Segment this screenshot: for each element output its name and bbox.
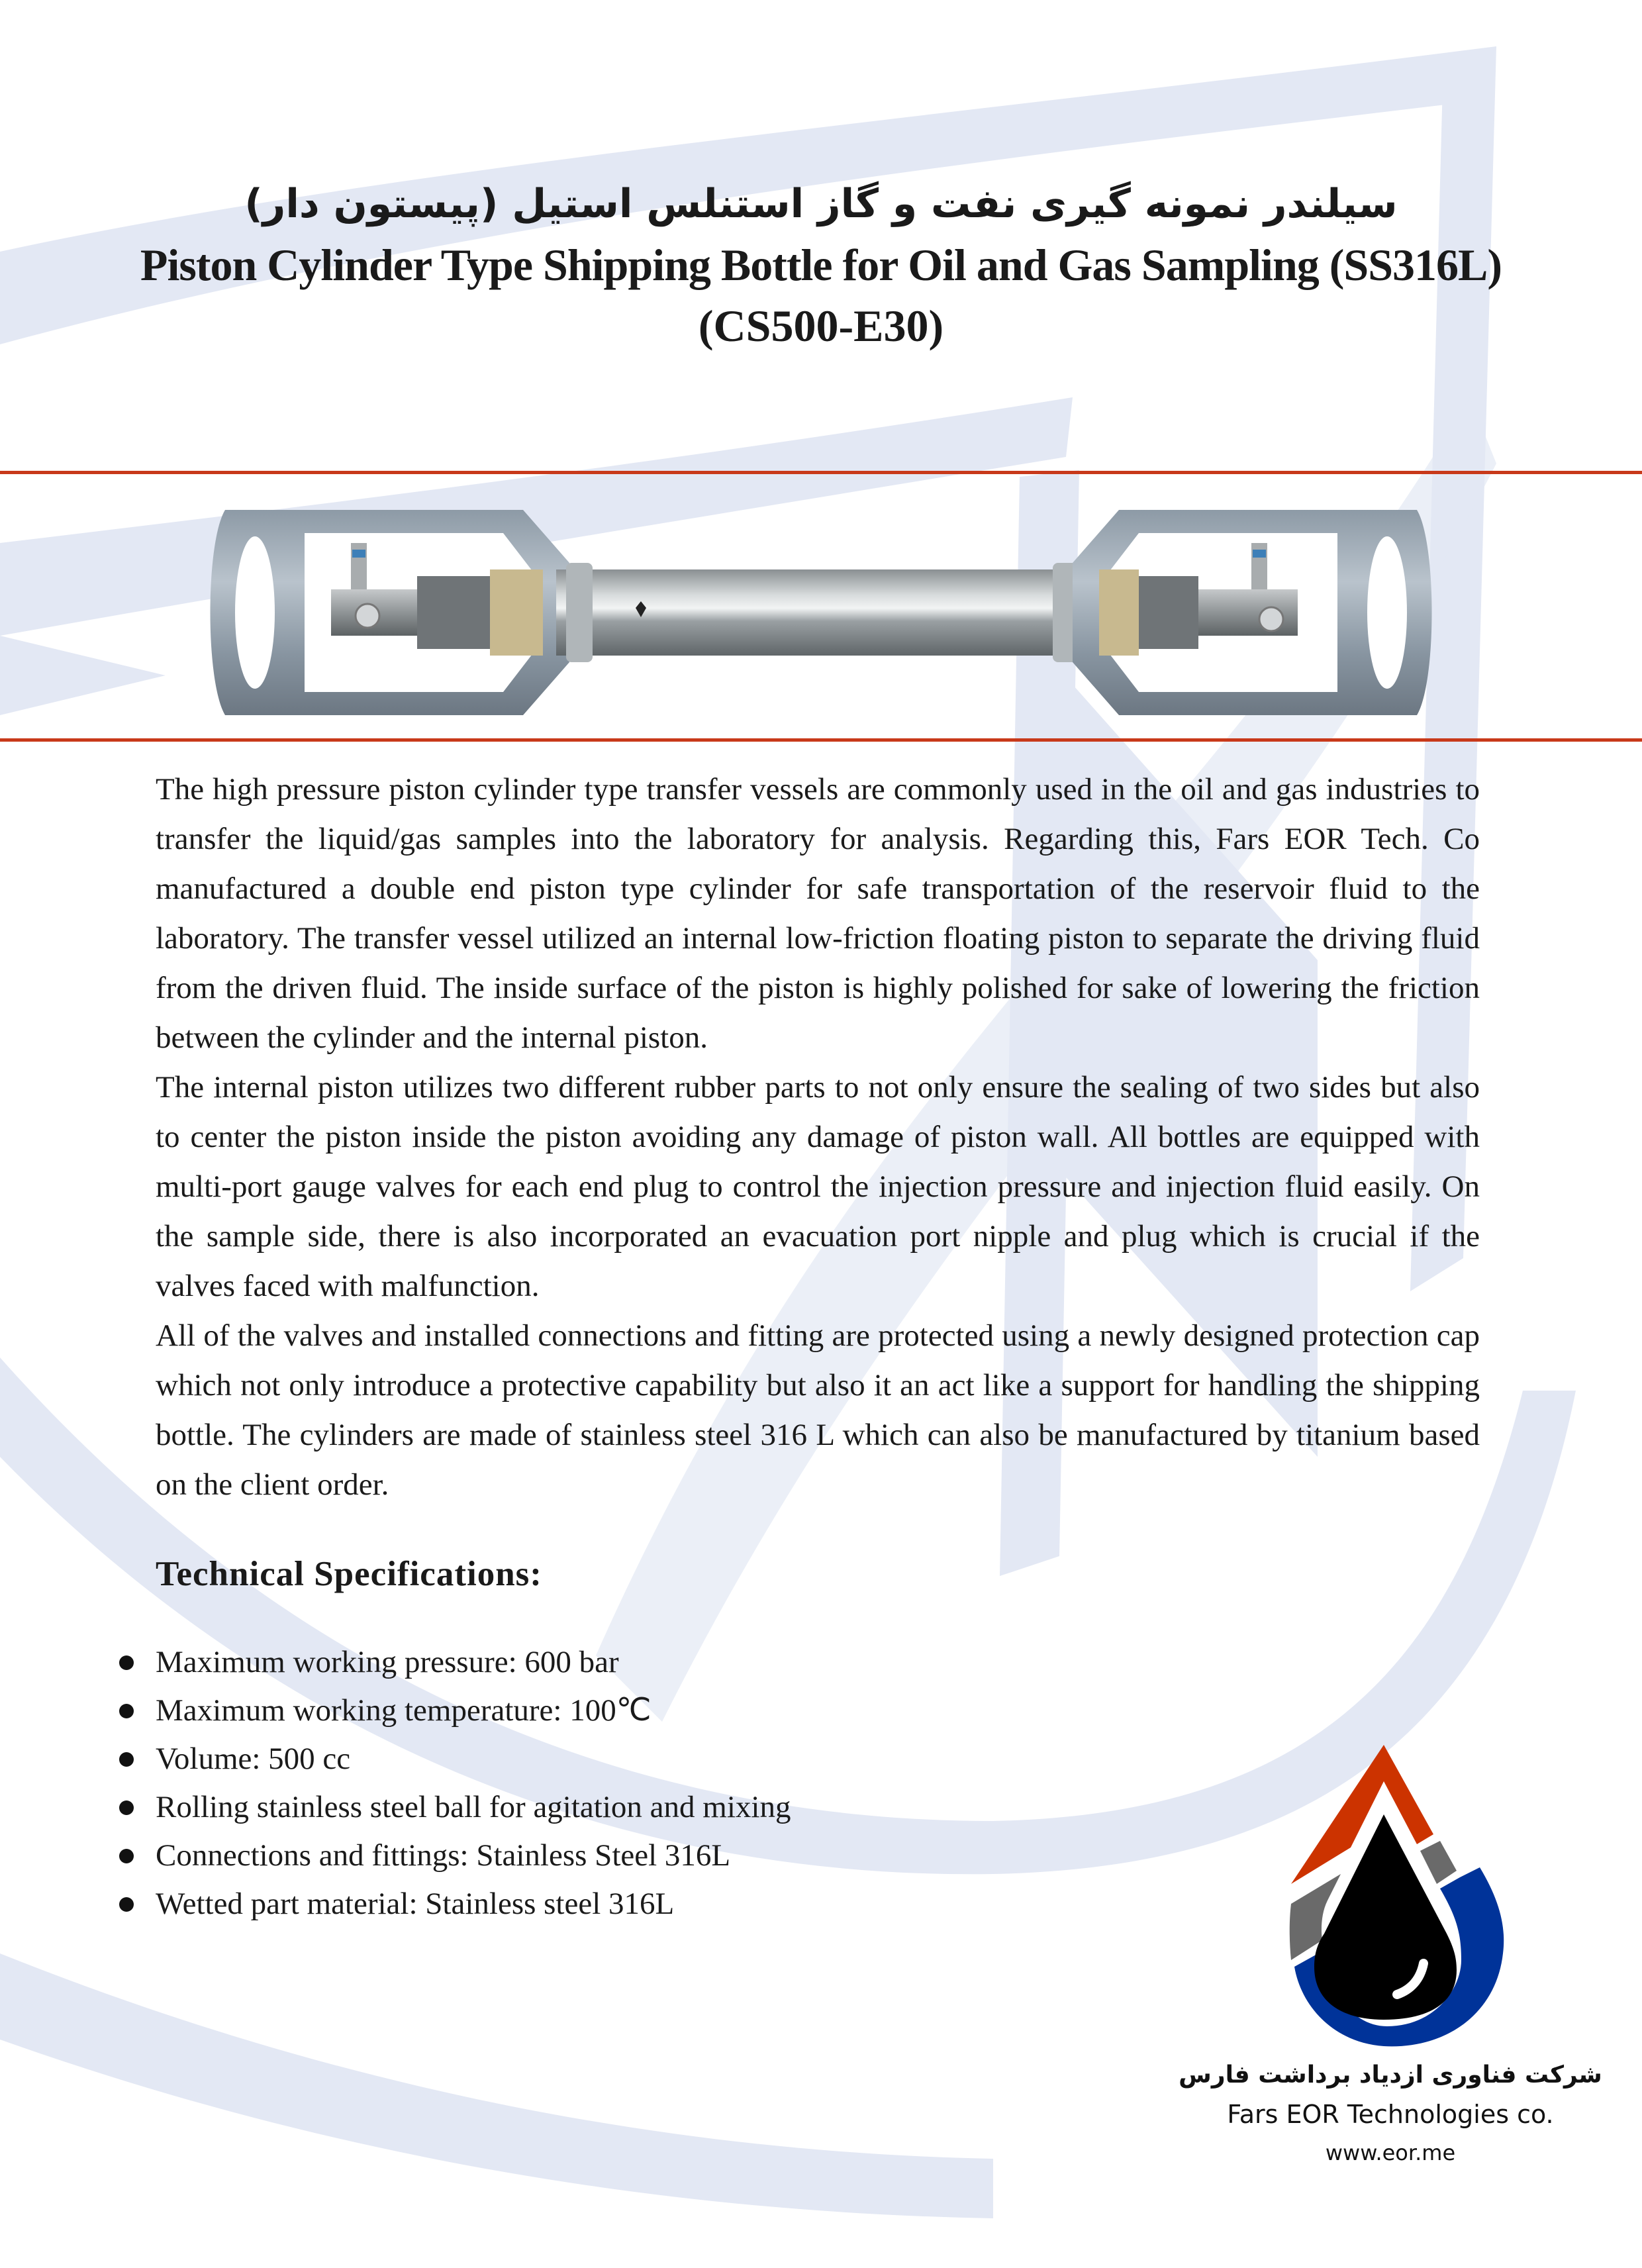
title-english: Piston Cylinder Type Shipping Bottle for Oil and Gas Sampling (SS316L)	[140, 240, 1502, 290]
bullet-icon	[119, 1849, 134, 1863]
spec-item	[119, 1880, 1079, 1928]
spec-item	[119, 1687, 1079, 1735]
spec-text: Maximum working pressure: 600 bar	[156, 1645, 619, 1679]
spec-text: Connections and fittings: Stainless Steel 316L	[156, 1838, 731, 1873]
cylinder-body	[556, 563, 1086, 662]
spec-text: Rolling stainless steel ball for agitation and mixing	[156, 1790, 791, 1824]
spec-text: Maximum working temperature: 100℃	[156, 1693, 652, 1728]
specifications-heading: Technical Specifications:	[156, 1555, 542, 1593]
title-persian: سیلندر نمونه گیری نفت و گاز استنلس استیل (پیستون دار)	[244, 181, 1398, 227]
spec-item	[119, 1735, 1079, 1783]
divider-top	[0, 471, 1642, 474]
company-website-link[interactable]: www.eor.me	[1325, 2140, 1456, 2165]
company-name-persian: شرکت فناوری ازدیاد برداشت فارس	[1179, 2061, 1602, 2089]
bullet-icon	[119, 1655, 134, 1670]
divider-bottom	[0, 738, 1642, 742]
product-description	[156, 765, 1480, 1510]
spec-item	[119, 1832, 1079, 1880]
bullet-icon	[119, 1752, 134, 1767]
bullet-icon	[119, 1897, 134, 1912]
product-photo	[199, 503, 1443, 722]
page-header	[0, 173, 1642, 356]
model-code: (CS500-E30)	[698, 301, 944, 351]
right-protection-cap	[1073, 510, 1432, 715]
logo-gray-right	[1420, 1841, 1457, 1884]
description-paragraph: The internal piston utilizes two different rubber parts to not only ensure the sealing of two sides but also to center the piston inside the piston avoiding any damage of piston wall. All bottles are equipped with multi-port gauge valves for each end plug to control the injection pressure and injection fluid easily. On the sample side, there is also incorporated an evacuation port nipple and plug which is crucial if the valves faced with malfunction.	[156, 1070, 1480, 1303]
description-paragraph: The high pressure piston cylinder type transfer vessels are commonly used in the oil and gas industries to transfer the liquid/gas samples into the laboratory for analysis. Regarding this, Fars EOR Tech. Co manufactured a double end piston type cylinder for safe transportation of the reservoir fluid to the laboratory. The transfer vessel utilized an internal low-friction floating piston to separate the driving fluid from the driven fluid. The inside surface of the piston is highly polished for sake of lowering the friction between the cylinder and the internal piston.	[156, 772, 1480, 1055]
left-protection-cap	[211, 510, 570, 715]
spec-text: Volume: 500 cc	[156, 1742, 351, 1776]
spec-item	[119, 1783, 1079, 1832]
oil-drop-logo-icon	[1288, 1742, 1506, 2053]
spec-text: Wetted part material: Stainless steel 316L	[156, 1887, 675, 1921]
bullet-icon	[119, 1800, 134, 1815]
company-block	[1179, 2056, 1602, 2171]
spec-item	[119, 1638, 1079, 1687]
company-name-english: Fars EOR Technologies co.	[1227, 2100, 1554, 2129]
specifications-list	[119, 1638, 1079, 1928]
bullet-icon	[119, 1704, 134, 1718]
description-paragraph: All of the valves and installed connections and fitting are protected using a newly designed protection cap which not only introduce a protective capability but also it an act like a support for handling the shipping bottle. The cylinders are made of stainless steel 316 L which can also be manufactured by titanium based on the client order.	[156, 1318, 1480, 1502]
main-content	[156, 765, 1480, 1928]
